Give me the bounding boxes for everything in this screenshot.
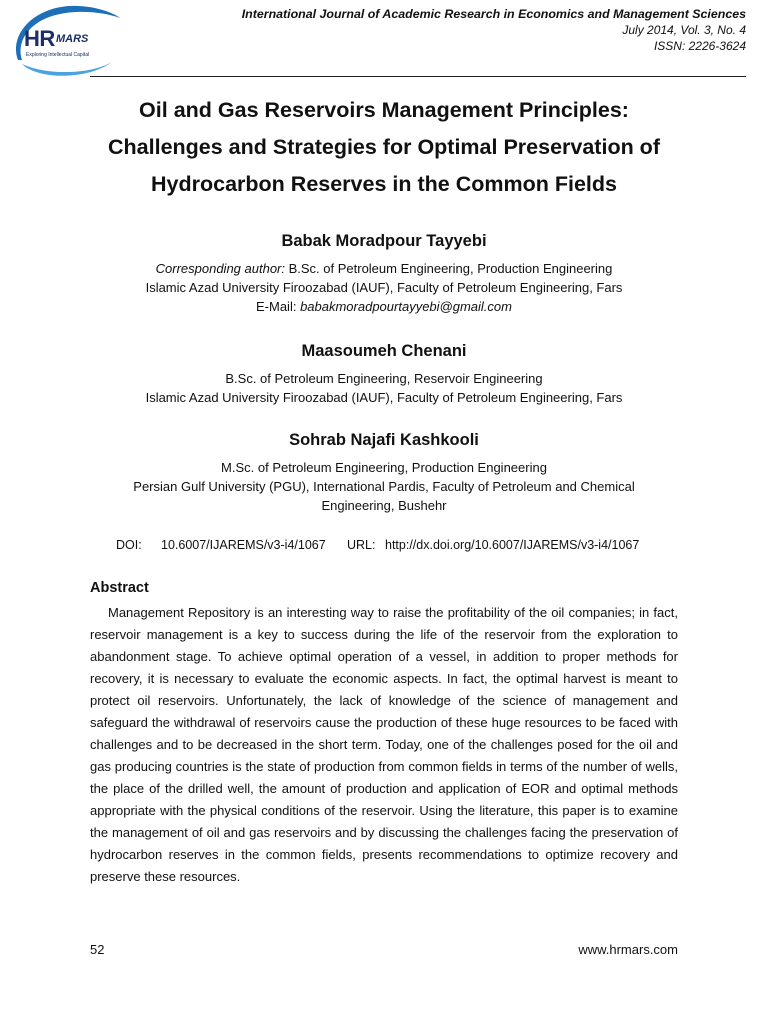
title-line: Challenges and Strategies for Optimal Preservation of (108, 135, 660, 159)
url-link[interactable]: http://dx.doi.org/10.6007/IJAREMS/v3-i4/1067 (385, 538, 640, 552)
author-affiliation (60, 458, 708, 515)
author-name: Babak Moradpour Tayyebi (281, 232, 487, 250)
url-label: URL: (347, 538, 376, 552)
abstract-text: Management Repository is an interesting way to raise the profitability of the oil companies; in fact, reservoir management is a key to success during the life of the reservoir from the exploration to abandonment stage. To achieve optimal operation of a vessel, in addition to proper methods for recovery, it is necessary to evaluate the economic aspects. In fact, the optimal harvest is meant to protect oil reservoirs. Unfortunately, the lack of knowledge of the science of management and safeguard the withdrawal of reservoirs cause the production of these huge resources to be faced with challenges and to be decreased in the short term. Today, one of the challenges posed for the oil and gas producing countries is the state of production from common fields in terms of the number of wells, the place of the drilled well, the amount of production and application of EOR and optimal methods appropriate with the physical conditions of the reservoir. Using the literature, this paper is to examine the management of oil and gas reservoirs and by discussing the challenges facing the preservation of hydrocarbon reserves in the common fields, presents recommendations to optimize recovery and preserve these resources. (90, 605, 678, 884)
paper-title (60, 92, 708, 203)
author-email-line (60, 297, 708, 316)
page-number: 52 (90, 942, 105, 957)
author-institution: Islamic Azad University Firoozabad (IAUF), Faculty of Petroleum Engineering, Fars (145, 390, 623, 405)
footer-url-link[interactable]: www.hrmars.com (578, 942, 678, 957)
journal-issue: July 2014, Vol. 3, No. 4 (622, 23, 746, 37)
corresponding-author-label: Corresponding author: (155, 261, 285, 276)
abstract-heading: Abstract (90, 580, 149, 596)
author-degree: B.Sc. of Petroleum Engineering, Production Engineering (284, 261, 613, 276)
author-degree-line (60, 259, 708, 278)
journal-issn: ISSN: 2226-3624 (653, 39, 746, 53)
journal-header (242, 6, 746, 54)
doi-link[interactable]: 10.6007/IJAREMS/v3-i4/1067 (161, 538, 326, 552)
doi-label: DOI: (116, 538, 142, 552)
logo-tagline: Exploring Intellectual Capital (26, 52, 90, 58)
author-affiliation (60, 259, 708, 316)
email-label: E-Mail: (256, 299, 301, 314)
author-institution: Islamic Azad University Firoozabad (IAUF), Faculty of Petroleum Engineering, Fars (145, 280, 623, 295)
journal-name: International Journal of Academic Research in Economics and Management Sciences (241, 7, 746, 21)
journal-logo (8, 2, 120, 80)
title-line: Hydrocarbon Reserves in the Common Fields (151, 172, 617, 196)
author-name: Sohrab Najafi Kashkooli (289, 431, 479, 449)
author-institution: Persian Gulf University (PGU), International Pardis, Faculty of Petroleum and Chemical (133, 479, 635, 494)
title-line: Oil and Gas Reservoirs Management Principles: (139, 98, 629, 122)
author-email-link[interactable]: babakmoradpourtayyebi@gmail.com (300, 299, 512, 314)
author-name: Maasoumeh Chenani (301, 342, 467, 360)
author-degree: B.Sc. of Petroleum Engineering, Reservoir Engineering (225, 371, 543, 386)
author-institution: Engineering, Bushehr (321, 498, 447, 513)
logo-brand: HR (24, 26, 55, 51)
author-affiliation (60, 369, 708, 407)
header-divider (90, 76, 746, 77)
doi-line (116, 538, 639, 552)
author-degree: M.Sc. of Petroleum Engineering, Production Engineering (221, 460, 547, 475)
logo-brand-suffix: MARS (56, 33, 89, 45)
